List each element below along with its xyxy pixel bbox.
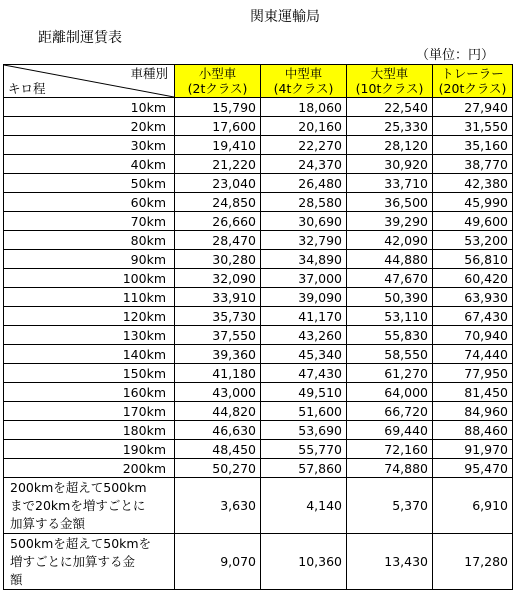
fare-cell: 74,440	[433, 345, 513, 364]
distance-cell: 10km	[4, 98, 175, 117]
fare-cell: 72,160	[347, 440, 433, 459]
fare-cell: 53,110	[347, 307, 433, 326]
fare-cell: 49,510	[261, 383, 347, 402]
fare-cell: 42,380	[433, 174, 513, 193]
fare-cell: 37,000	[261, 269, 347, 288]
fare-cell: 15,790	[175, 98, 261, 117]
fare-cell: 21,220	[175, 155, 261, 174]
table-row	[4, 288, 513, 307]
fare-cell: 63,930	[433, 288, 513, 307]
fare-cell: 48,450	[175, 440, 261, 459]
class-header: トレーラー (20tクラス)	[433, 65, 513, 98]
surcharge-label-line: 加算する金額	[10, 515, 86, 531]
fare-cell: 70,940	[433, 326, 513, 345]
fare-cell: 28,120	[347, 136, 433, 155]
distance-cell: 180km	[4, 421, 175, 440]
fare-cell: 61,270	[347, 364, 433, 383]
fare-cell: 53,690	[261, 421, 347, 440]
surcharge-cell: 5,370	[347, 478, 433, 534]
distance-cell: 190km	[4, 440, 175, 459]
surcharge-cell: 6,910	[433, 478, 513, 534]
fare-cell: 28,580	[261, 193, 347, 212]
fare-cell: 24,850	[175, 193, 261, 212]
fare-cell: 50,270	[175, 459, 261, 478]
surcharge-label-line: まで20kmを増すごとに	[10, 497, 146, 513]
distance-cell: 90km	[4, 250, 175, 269]
distance-cell: 170km	[4, 402, 175, 421]
fare-cell: 32,090	[175, 269, 261, 288]
fare-cell: 58,550	[347, 345, 433, 364]
fare-cell: 39,290	[347, 212, 433, 231]
table-row	[4, 136, 513, 155]
fare-cell: 34,890	[261, 250, 347, 269]
fare-cell: 36,500	[347, 193, 433, 212]
fare-cell: 41,180	[175, 364, 261, 383]
table-row	[4, 269, 513, 288]
fare-cell: 30,920	[347, 155, 433, 174]
surcharge-label-line: 500kmを超えて50kmを	[10, 535, 152, 551]
surcharge-cell: 4,140	[261, 478, 347, 534]
distance-cell: 80km	[4, 231, 175, 250]
class-header: 中型車 (4tクラス)	[261, 65, 347, 98]
fare-cell: 22,540	[347, 98, 433, 117]
distance-cell: 150km	[4, 364, 175, 383]
fare-cell: 22,270	[261, 136, 347, 155]
fare-cell: 18,060	[261, 98, 347, 117]
fare-cell: 45,990	[433, 193, 513, 212]
table-row	[4, 440, 513, 459]
distance-cell: 70km	[4, 212, 175, 231]
distance-cell: 110km	[4, 288, 175, 307]
fare-cell: 49,600	[433, 212, 513, 231]
table-row	[4, 212, 513, 231]
fare-cell: 95,470	[433, 459, 513, 478]
table-row	[4, 326, 513, 345]
table-row	[4, 117, 513, 136]
fare-cell: 30,690	[261, 212, 347, 231]
fare-cell: 26,480	[261, 174, 347, 193]
fare-table	[3, 64, 513, 590]
fare-cell: 84,960	[433, 402, 513, 421]
surcharge-cell: 9,070	[175, 534, 261, 590]
unit-label: （単位：円）	[415, 48, 494, 63]
fare-cell: 77,950	[433, 364, 513, 383]
table-row	[4, 231, 513, 250]
fare-cell: 39,090	[261, 288, 347, 307]
distance-cell: 60km	[4, 193, 175, 212]
fare-cell: 43,000	[175, 383, 261, 402]
fare-cell: 57,860	[261, 459, 347, 478]
fare-cell: 26,660	[175, 212, 261, 231]
distance-cell: 30km	[4, 136, 175, 155]
fare-cell: 50,390	[347, 288, 433, 307]
fare-cell: 30,280	[175, 250, 261, 269]
surcharge-label-line: 額	[10, 571, 23, 587]
class-header: 小型車 (2tクラス)	[175, 65, 261, 98]
fare-cell: 47,670	[347, 269, 433, 288]
fare-cell: 28,470	[175, 231, 261, 250]
distance-cell: 50km	[4, 174, 175, 193]
fare-cell: 66,720	[347, 402, 433, 421]
fare-cell: 42,090	[347, 231, 433, 250]
fare-cell: 51,600	[261, 402, 347, 421]
fare-cell: 81,450	[433, 383, 513, 402]
table-row	[4, 364, 513, 383]
surcharge-cell: 10,360	[261, 534, 347, 590]
page-title: 距離制運賃表	[38, 30, 122, 46]
table-row	[4, 98, 513, 117]
distance-cell: 120km	[4, 307, 175, 326]
bureau-name: 関東運輸局	[250, 9, 320, 25]
fare-cell: 41,170	[261, 307, 347, 326]
fare-cell: 44,820	[175, 402, 261, 421]
distance-cell: 160km	[4, 383, 175, 402]
distance-cell: 130km	[4, 326, 175, 345]
fare-cell: 24,370	[261, 155, 347, 174]
distance-cell: 100km	[4, 269, 175, 288]
fare-cell: 35,730	[175, 307, 261, 326]
fare-cell: 55,830	[347, 326, 433, 345]
table-row	[4, 174, 513, 193]
fare-cell: 60,420	[433, 269, 513, 288]
surcharge-row	[4, 534, 513, 590]
table-row	[4, 459, 513, 478]
surcharge-label	[4, 534, 175, 590]
table-header-row	[4, 65, 513, 98]
corner-cell	[4, 65, 175, 98]
distance-cell: 200km	[4, 459, 175, 478]
fare-cell: 33,910	[175, 288, 261, 307]
surcharge-cell: 3,630	[175, 478, 261, 534]
fare-cell: 91,970	[433, 440, 513, 459]
class-header: 大型車 (10tクラス)	[347, 65, 433, 98]
surcharge-cell: 17,280	[433, 534, 513, 590]
surcharge-label-line: 200kmを超えて500km	[10, 479, 147, 495]
fare-cell: 43,260	[261, 326, 347, 345]
distance-cell: 40km	[4, 155, 175, 174]
table-row	[4, 250, 513, 269]
fare-cell: 20,160	[261, 117, 347, 136]
surcharge-cell: 13,430	[347, 534, 433, 590]
surcharge-label	[4, 478, 175, 534]
distance-label: キロ程	[8, 81, 46, 96]
fare-cell: 17,600	[175, 117, 261, 136]
distance-cell: 20km	[4, 117, 175, 136]
fare-cell: 56,810	[433, 250, 513, 269]
table-row	[4, 421, 513, 440]
table-row	[4, 155, 513, 174]
fare-cell: 23,040	[175, 174, 261, 193]
fare-cell: 64,000	[347, 383, 433, 402]
fare-cell: 27,940	[433, 98, 513, 117]
table-row	[4, 307, 513, 326]
fare-cell: 47,430	[261, 364, 347, 383]
fare-cell: 55,770	[261, 440, 347, 459]
vehicle-type-label: 車種別	[130, 66, 168, 81]
fare-cell: 32,790	[261, 231, 347, 250]
fare-cell: 31,550	[433, 117, 513, 136]
table-row	[4, 193, 513, 212]
fare-cell: 33,710	[347, 174, 433, 193]
fare-cell: 69,440	[347, 421, 433, 440]
fare-cell: 74,880	[347, 459, 433, 478]
fare-cell: 39,360	[175, 345, 261, 364]
fare-cell: 46,630	[175, 421, 261, 440]
table-row	[4, 383, 513, 402]
surcharge-row	[4, 478, 513, 534]
fare-cell: 88,460	[433, 421, 513, 440]
fare-cell: 37,550	[175, 326, 261, 345]
fare-cell: 38,770	[433, 155, 513, 174]
table-row	[4, 345, 513, 364]
fare-cell: 67,430	[433, 307, 513, 326]
fare-cell: 19,410	[175, 136, 261, 155]
fare-cell: 35,160	[433, 136, 513, 155]
fare-cell: 45,340	[261, 345, 347, 364]
table-row	[4, 402, 513, 421]
fare-cell: 44,880	[347, 250, 433, 269]
fare-cell: 25,330	[347, 117, 433, 136]
fare-cell: 53,200	[433, 231, 513, 250]
distance-cell: 140km	[4, 345, 175, 364]
surcharge-label-line: 増すごとに加算する金	[10, 553, 136, 569]
